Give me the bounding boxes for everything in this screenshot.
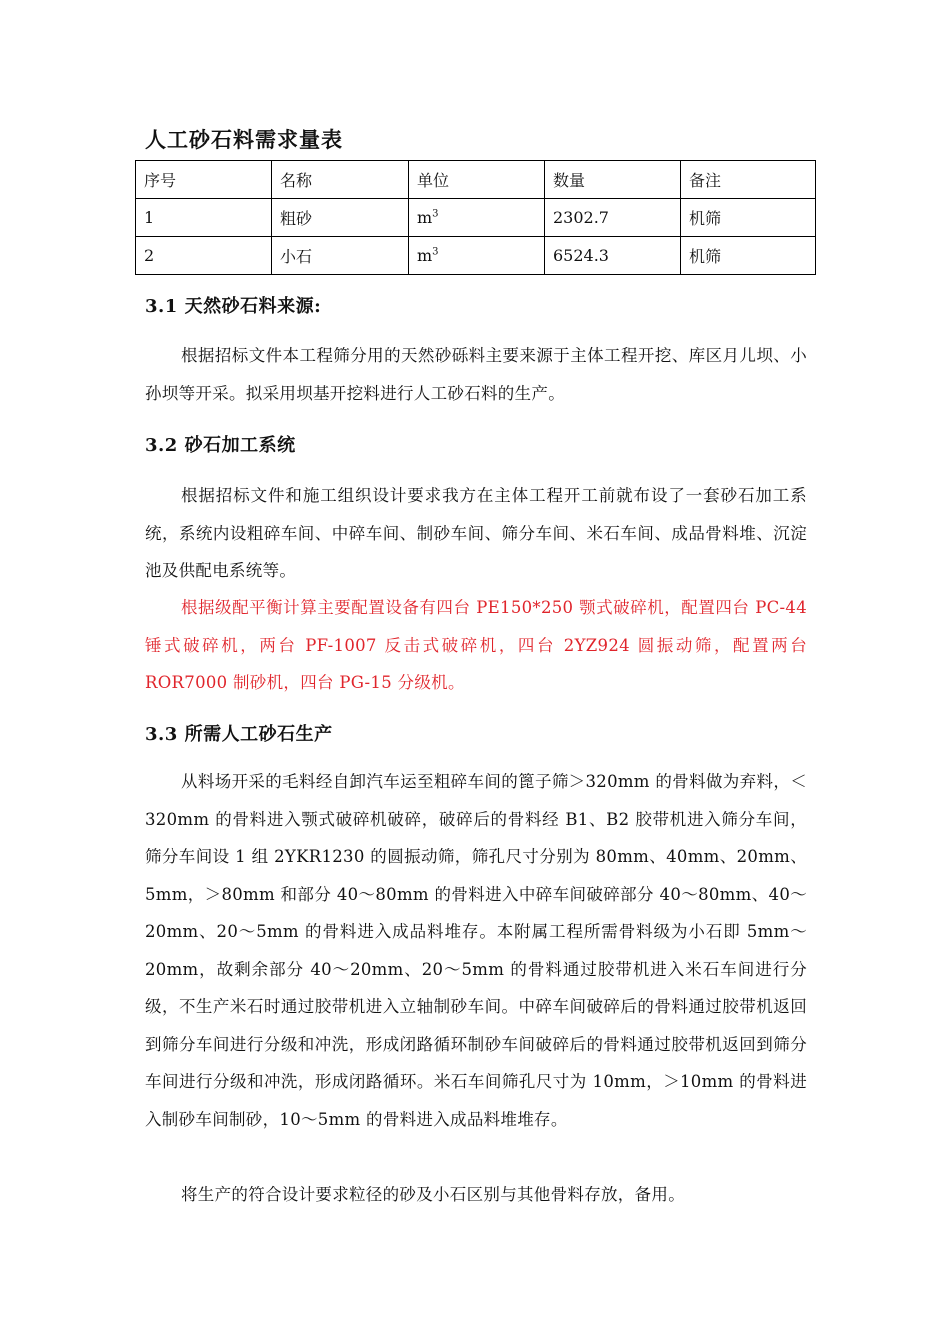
- cell-quantity: 6524.3: [545, 237, 681, 275]
- cell-unit: [409, 199, 545, 237]
- paragraph-3-2-1: 根据招标文件和施工组织设计要求我方在主体工程开工前就布设了一套砂石加工系统，系统内设粗碎车间、中碎车间、制砂车间、筛分车间、米石车间、成品骨料堆、沉淀池及供配电系统等。: [145, 486, 807, 580]
- paragraph-3-1: 根据招标文件本工程筛分用的天然砂砾料主要来源于主体工程开挖、库区月儿坝、小孙坝等开采。拟采用坝基开挖料进行人工砂石料的生产。: [145, 346, 807, 403]
- table-header-row: [136, 161, 816, 199]
- heading-3-3: 3.3 所需人工砂石生产: [145, 724, 333, 745]
- header-cell-index: 序号: [136, 161, 272, 199]
- cell-remark: 机筛: [681, 199, 816, 237]
- heading-3-1: 3.1 天然砂石料来源:: [145, 296, 322, 317]
- table-title: 人工砂石料需求量表: [145, 127, 343, 152]
- header-cell-name: 名称: [272, 161, 409, 199]
- table-row: [136, 199, 816, 237]
- paragraph-3-3-1: 从料场开采的毛料经自卸汽车运至粗碎车间的篦子筛＞320mm 的骨料做为弃料，＜320mm 的骨料进入颚式破碎机破碎，破碎后的骨料经 B1、B2 胶带机进入筛分车间，筛分车间设 1 组 2YKR1230 的圆振动筛，筛孔尺寸分别为 80mm、40mm、20mm、5mm，＞80mm 和部分 40～80mm 的骨料进入中碎车间破碎部分 40～80mm、40～20mm、20～5mm 的骨料进入成品料堆存。本附属工程所需骨料级为小石即 5mm～20mm，故剩余部分 40～20mm、20～5mm 的骨料通过胶带机进入米石车间进行分级，不生产米石时通过胶带机进入立轴制砂车间。中碎车间破碎后的骨料通过胶带机返回到筛分车间进行分级和冲洗，形成闭路循环制砂车间破碎后的骨料通过胶带机返回到筛分车间进行分级和冲洗，形成闭路循环。米石车间筛孔尺寸为 10mm，＞10mm 的骨料进入制砂车间制砂，10～5mm 的骨料进入成品料堆堆存。: [145, 772, 807, 1129]
- cell-index: 2: [136, 237, 272, 275]
- unit-text: m: [417, 208, 433, 227]
- paragraph-3-3-2: 将生产的符合设计要求粒径的砂及小石区别与其他骨料存放，备用。: [181, 1185, 685, 1204]
- unit-superscript: 3: [432, 208, 439, 220]
- paragraph-3-2-2-highlighted: 根据级配平衡计算主要配置设备有四台 PE150*250 颚式破碎机，配置四台 PC-44 锤式破碎机，两台 PF-1007 反击式破碎机，四台 2YZ924 圆振动筛，配置两台 ROR7000 制砂机，四台 PG-15 分级机。: [145, 598, 807, 692]
- cell-quantity: 2302.7: [545, 199, 681, 237]
- cell-remark: 机筛: [681, 237, 816, 275]
- cell-name: 粗砂: [272, 199, 409, 237]
- cell-index: 1: [136, 199, 272, 237]
- cell-name: 小石: [272, 237, 409, 275]
- cell-unit: [409, 237, 545, 275]
- heading-3-2: 3.2 砂石加工系统: [145, 435, 296, 456]
- header-cell-quantity: 数量: [545, 161, 681, 199]
- unit-superscript: 3: [432, 246, 439, 258]
- header-cell-remark: 备注: [681, 161, 816, 199]
- table-row: [136, 237, 816, 275]
- unit-text: m: [417, 246, 433, 265]
- header-cell-unit: 单位: [409, 161, 545, 199]
- demand-table: [135, 160, 816, 275]
